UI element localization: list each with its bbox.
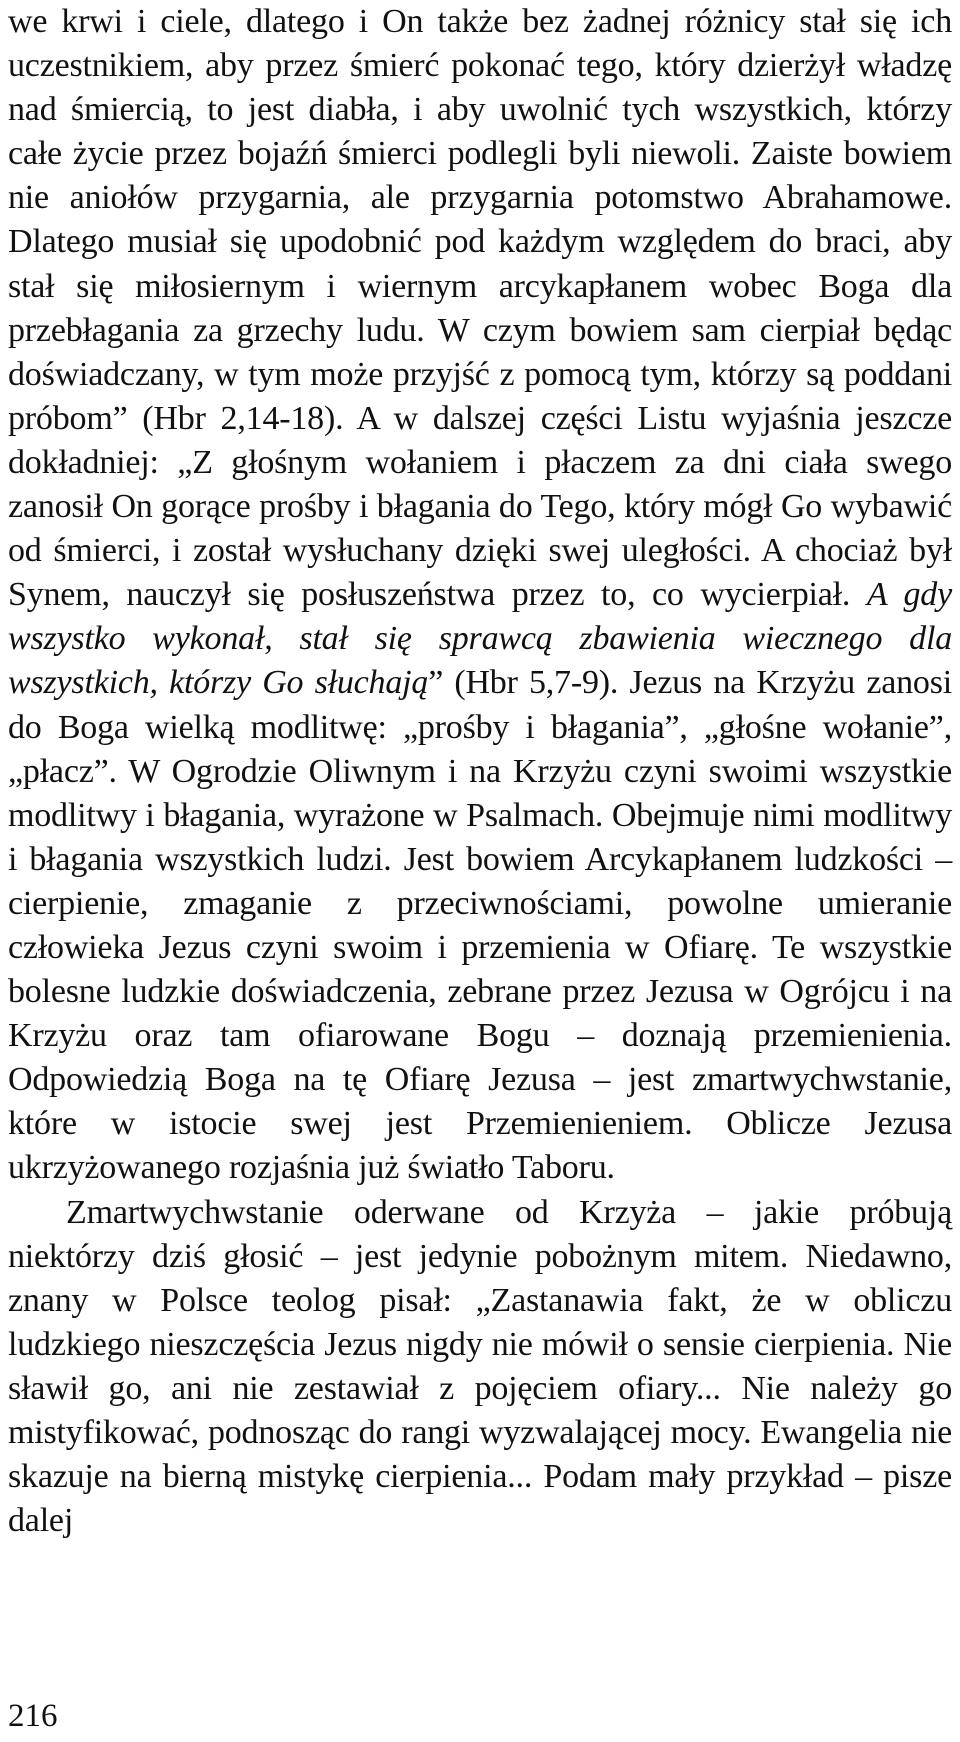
paragraph-continued: [8, 0, 952, 1191]
paragraph-1-text-a: we krwi i ciele, dlatego i On także bez żadnej różnicy stał się ich uczestnikiem, aby przez śmierć pokonać tego, który dzierżył władzę nad śmiercią, to jest diabła, i aby uwolnić tych wszystkich, którzy całe życie przez bojaźń śmierci podlegli byli niewoli. Zaiste bowiem nie aniołów przygarnia, ale przygarnia potomstwo Abrahamowe. Dlatego musiał się upodobnić pod każdym względem do braci, aby stał się miłosiernym i wiernym arcykapłanem wobec Boga dla przebłagania za grzechy ludu. W czym bowiem sam cierpiał będąc doświadczany, w tym może przyjść z pomocą tym, którzy są poddani próbom” (Hbr 2,14-18). A w dalszej części Listu wyjaśnia jeszcze dokładniej: „Z głośnym wołaniem i płaczem za dni ciała swego zanosił On gorące prośby i błagania do Tego, który mógł Go wybawić od śmierci, i został wysłuchany dzięki swej uległości. A chociaż był Synem, nauczył się posłuszeństwa przez to, co wycierpiał.: [8, 3, 952, 614]
paragraph-1-text-b: ” (Hbr 5,7-9). Jezus na Krzyżu zanosi do Boga wielką modlitwę: „prośby i błagania”, „głośne wołanie”, „płacz”. W Ogrodzie Oliwnym i na Krzyżu czyni swoimi wszystkie modlitwy i błagania, wyrażone w Psalmach. Obejmuje nimi modlitwy i błagania wszystkich ludzi. Jest bowiem Arcykapłanem ludzkości – cierpienie, zmaganie z przeciwnościami, powolne umieranie człowieka Jezus czyni swoim i przemienia w Ofiarę. Te wszystkie bolesne ludzkie doświadczenia, zebrane przez Jezusa w Ogrójcu i na Krzyżu oraz tam ofiarowane Bogu – doznają przemienienia. Odpowiedzią Boga na tę Ofiarę Jezusa – jest zmartwychwstanie, które w istocie swej jest Przemienieniem. Oblicze Jezusa ukrzyżowanego rozjaśnia już światło Taboru.: [8, 664, 952, 1187]
body-text: [8, 0, 952, 1543]
paragraph-resurrection: Zmartwychwstanie oderwane od Krzyża – jakie próbują niektórzy dziś głosić – jest jedynie pobożnym mitem. Niedawno, znany w Polsce teolog pisał: „Zastanawia fakt, że w obliczu ludzkiego nieszczęścia Jezus nigdy nie mówił o sensie cierpienia. Nie sławił go, ani nie zestawiał z pojęciem ofiary... Nie należy go mistyfikować, podnosząc do rangi wyzwalającej mocy. Ewangelia nie skazuje na bierną mistykę cierpienia... Podam mały przykład – pisze dalej: [8, 1193, 952, 1540]
page-number: 216: [8, 1698, 58, 1734]
scripture-quote-italic: A gdy wszystko wykonał, stał się sprawcą zbawienia wiecznego dla wszystkich, którzy Go słuchają: [8, 576, 952, 702]
